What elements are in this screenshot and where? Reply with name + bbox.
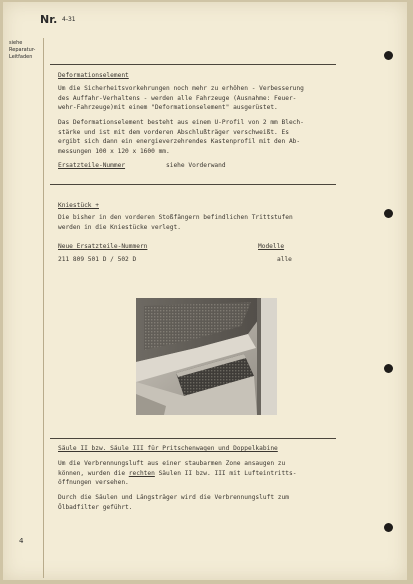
body-text-line: Durch die Säulen und Längsträger wird die Verbrennungsluft zum	[58, 494, 289, 501]
section-title-deformationselement: Deformationselement	[58, 72, 129, 79]
new-parts-header: Neue Ersatzteile-Nummern	[58, 243, 148, 250]
margin-line	[43, 38, 44, 578]
page-reference: 4-31	[62, 16, 76, 23]
section-title-kniestueck: Kniestück +	[58, 202, 99, 209]
parts-number-label: Ersatzteile-Nummer	[58, 162, 126, 169]
punch-hole-4	[384, 523, 393, 532]
number-label: Nr.	[40, 13, 58, 26]
page-number: 4	[19, 537, 24, 545]
section-title-saeule: Säule II bzw. Säule III für Pritschenwagen und Doppelkabine	[58, 445, 278, 452]
body-text-line: öffnungen versehen.	[58, 479, 129, 486]
models-header: Modelle	[258, 243, 285, 250]
body-text-line: werden in die Kniestücke verlegt.	[58, 223, 181, 231]
body-text-line: Die bisher in den vorderen Stoßfängern befindlichen Trittstufen	[58, 214, 293, 221]
body-text-line: stärke und ist mit dem vorderen Abschlußträger verschweißt. Es	[58, 128, 289, 136]
body-text-line: des Auffahr-Verhaltens - werden alle Fahrzeuge (Ausnahme: Feuer-	[58, 94, 297, 102]
body-text-line: können, wurden die rechten Säulen II bzw. III mit Lufteintritts-	[58, 469, 297, 477]
part-number: 211 809 501 D / 502 D	[58, 256, 137, 263]
body-text-line: Ölbadfilter geführt.	[58, 503, 133, 511]
step-photo	[136, 298, 277, 415]
punch-hole-2	[384, 209, 393, 218]
emphasis-rechten: rechten	[128, 469, 155, 477]
punch-hole-3	[384, 364, 393, 373]
side-label: siehe Reparatur- Leitfaden	[9, 40, 36, 60]
body-text-line: ergibt sich dann ein energieverzehrendes Kastenprofil mit den Ab-	[58, 138, 301, 145]
body-text-line: wehr-Fahrzeuge)mit einem "Deformationselement" ausgerüstet.	[58, 104, 278, 111]
section-rule-1	[50, 64, 336, 65]
body-text-line: Um die Sicherheitsvorkehrungen noch mehr zu erhöhen - Verbesserung	[58, 85, 304, 92]
body-text-line: messungen 100 x 120 x 1600 mm.	[58, 147, 170, 155]
section-rule-3	[50, 438, 336, 439]
body-text-line: Das Deformationselement besteht aus einem U-Profil von 2 mm Blech-	[58, 119, 304, 126]
parts-number-value: siehe Vorderwand	[166, 162, 226, 169]
punch-hole-1	[384, 51, 393, 60]
body-text-line: Um die Verbrennungsluft aus einer staubarmen Zone ansaugen zu	[58, 460, 286, 467]
section-rule-2	[50, 184, 336, 185]
model-value: alle	[277, 256, 292, 263]
step-photo-image	[136, 298, 277, 415]
